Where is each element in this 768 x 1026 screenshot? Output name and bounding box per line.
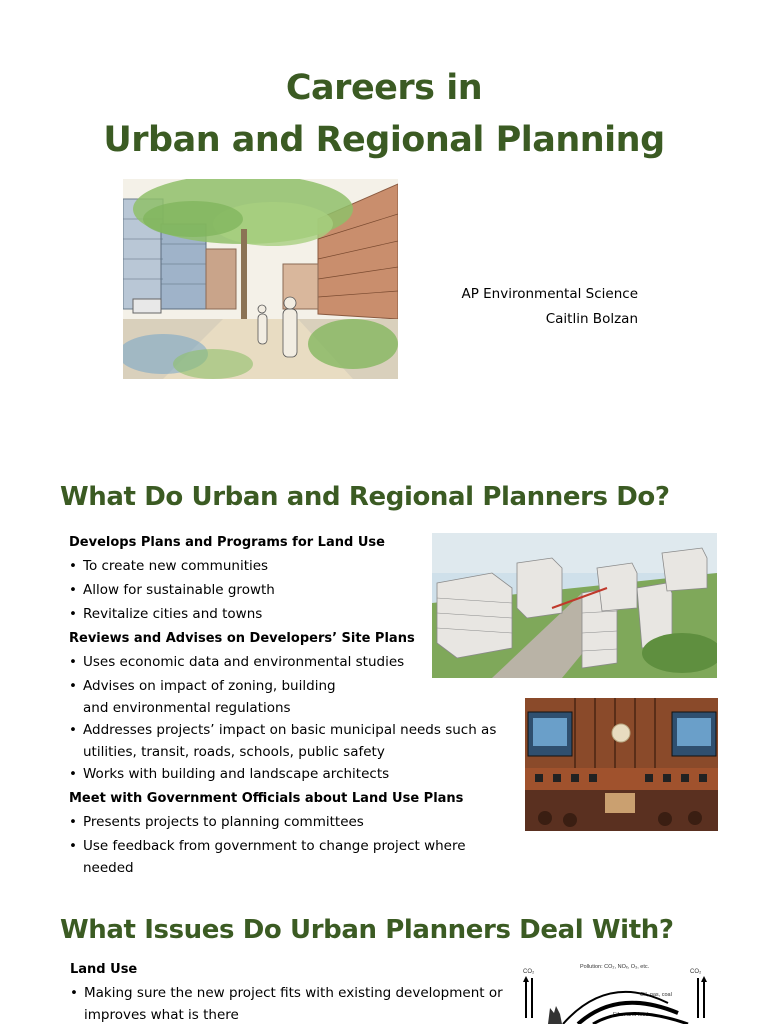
list-item: • Making sure the new project fits with existing development or improves what is there bbox=[70, 985, 503, 1023]
title-line-1: Careers in bbox=[285, 68, 483, 108]
diagram-label: Oil, gas, coal bbox=[640, 992, 672, 998]
street-sketch-image bbox=[123, 179, 398, 379]
diagram-label: Pollution: CO₂, NOₓ, O₃, etc. bbox=[580, 964, 650, 970]
title-slide bbox=[0, 0, 768, 440]
slide3-content bbox=[70, 958, 503, 1026]
council-meeting-photo bbox=[525, 698, 718, 831]
group-heading: Reviews and Advises on Developers’ Site Plans bbox=[69, 631, 415, 646]
list-item: • Addresses projects’ impact on basic municipal needs such as utilities, transit, roads, schools, public safety bbox=[69, 722, 497, 760]
diagram-label: CO₂ bbox=[690, 969, 702, 975]
list-item: • Advises on impact of zoning, building and environmental regulations bbox=[69, 678, 336, 716]
group-heading: Develops Plans and Programs for Land Use bbox=[69, 535, 385, 550]
course-name: AP Environmental Science bbox=[461, 286, 638, 302]
carbon-cycle-diagram bbox=[518, 958, 713, 1024]
author-name: Caitlin Bolzan bbox=[545, 311, 638, 327]
list-item: • To create new communities bbox=[69, 558, 269, 574]
aerial-rendering-image bbox=[432, 533, 717, 678]
list-item: • Revitalize cities and towns bbox=[69, 606, 263, 622]
list-item: • Allow for sustainable growth bbox=[69, 582, 275, 598]
title-line-2: Urban and Regional Planning bbox=[103, 120, 665, 160]
group-heading: Meet with Government Officials about Land Use Plans bbox=[69, 791, 464, 806]
list-item: • Use feedback from government to change project where needed bbox=[69, 838, 466, 876]
list-item: • Presents projects to planning committees bbox=[69, 814, 364, 830]
slide2-title: What Do Urban and Regional Planners Do? bbox=[60, 482, 670, 512]
slide3-title: What Issues Do Urban Planners Deal With? bbox=[60, 915, 674, 945]
group-heading: Land Use bbox=[70, 962, 138, 977]
diagram-label: Fiber and food bbox=[613, 1012, 649, 1018]
diagram-label: CO₂ bbox=[523, 969, 535, 975]
list-item: • Uses economic data and environmental studies bbox=[69, 654, 405, 670]
list-item: • Works with building and landscape architects bbox=[69, 766, 390, 782]
